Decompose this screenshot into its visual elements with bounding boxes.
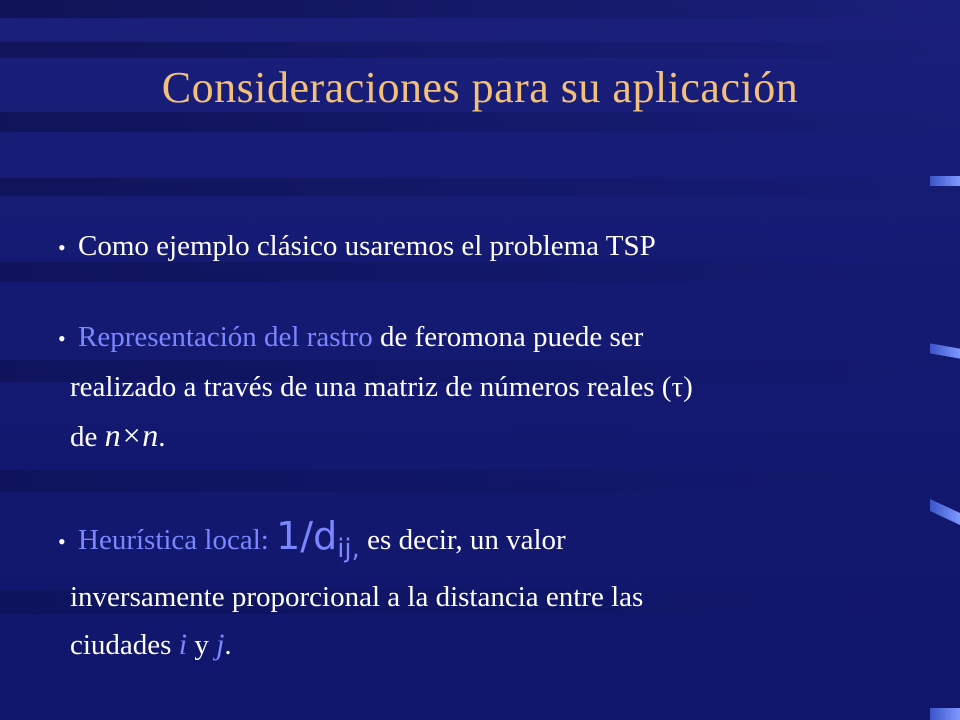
bullet2-line3 <box>58 411 918 461</box>
bullet3-line3 <box>58 621 918 669</box>
city-j: j <box>216 628 225 661</box>
bullet3-line3-suffix: . <box>224 629 232 661</box>
decor-stripe <box>0 470 960 492</box>
bullet2-line1 <box>58 313 918 363</box>
bullet-dot: • <box>58 235 66 261</box>
decor-edge-mark <box>930 176 960 186</box>
heuristic-formula: 1/d <box>276 514 338 558</box>
heuristic-subscript: ij, <box>337 534 360 564</box>
bullet3-line3-prefix: ciudades <box>70 629 179 661</box>
bullet-local-heuristic <box>58 512 918 669</box>
decor-stripe <box>0 178 960 196</box>
bullet3-line1 <box>58 512 918 573</box>
decor-stripe <box>0 42 960 58</box>
bullet3-line2-text: inversamente proporcional a la distancia entre las <box>70 581 644 613</box>
bullet-dot: • <box>58 326 66 352</box>
bullet-dot: • <box>58 529 66 555</box>
bullet2-line1-rest: de feromona puede ser <box>372 321 644 353</box>
bullet1-text: Como ejemplo clásico usaremos el problema TSP <box>78 230 656 262</box>
city-i: i <box>178 628 188 661</box>
bullet3-y: y <box>187 629 217 661</box>
bullet2-line3-suffix: . <box>158 421 166 454</box>
bullet3-highlight: Heurística local: <box>78 524 269 556</box>
bullet2-line2 <box>58 363 918 411</box>
decor-edge-mark <box>930 708 960 720</box>
bullet3-line2 <box>58 573 918 621</box>
decor-stripe <box>0 0 960 18</box>
decor-edge-mark <box>930 499 960 525</box>
matrix-dimension: n×n <box>104 417 159 454</box>
bullet2-highlight: Representación del rastro <box>78 321 373 353</box>
bullet2-close-paren: ) <box>683 371 693 404</box>
bullet2-line2-text: realizado a través de una matriz de números reales ( <box>70 371 672 404</box>
decor-edge-mark <box>930 343 960 358</box>
bullet-pheromone-representation <box>58 313 918 461</box>
bullet-tsp-example <box>58 222 918 272</box>
tau-symbol: τ <box>671 371 684 404</box>
bullet2-line3-prefix: de <box>70 421 105 454</box>
slide-title: Consideraciones para su aplicación <box>161 63 799 112</box>
decor-stripe <box>0 112 960 132</box>
bullet3-line1-rest: es decir, un valor <box>359 524 566 556</box>
